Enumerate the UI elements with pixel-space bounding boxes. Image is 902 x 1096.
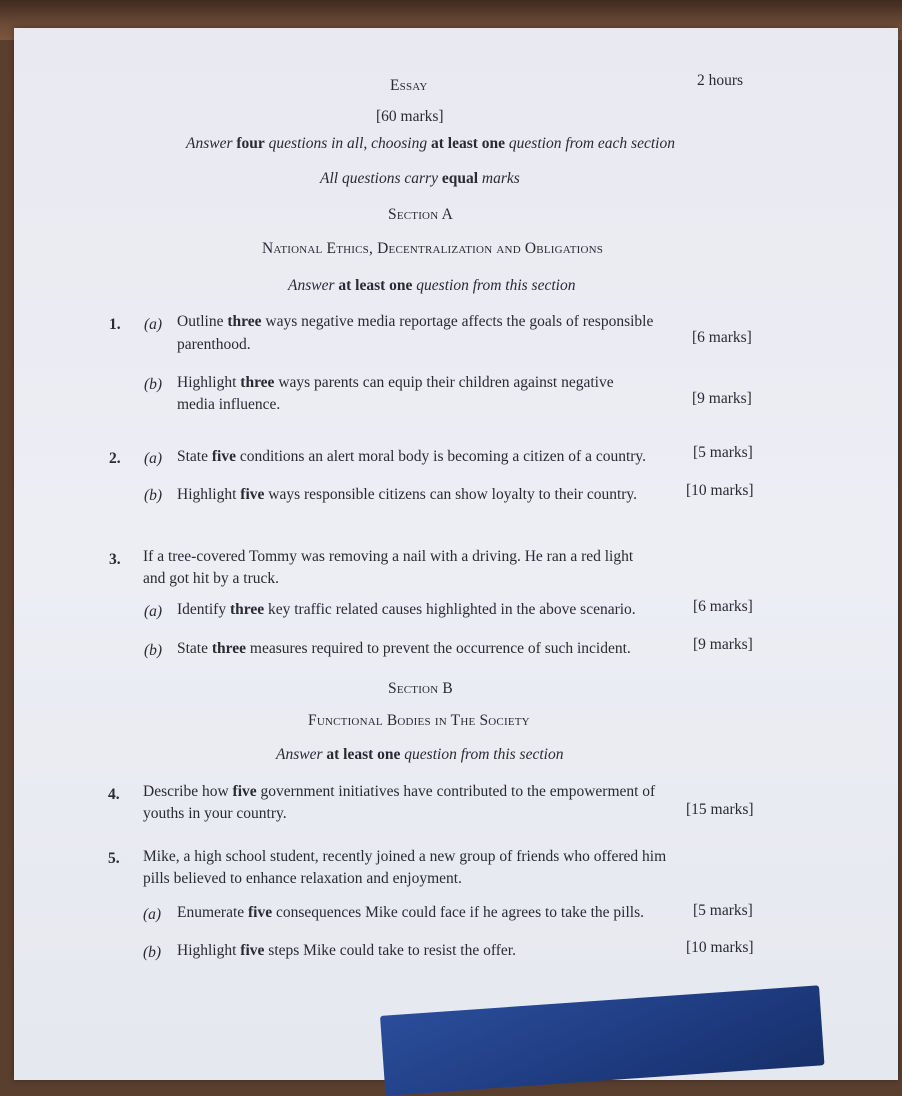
question-text: Enumerate five consequences Mike could face if he agrees to take the pills. (177, 904, 644, 921)
question-text: media influence. (177, 396, 281, 413)
section-a-instruction: Answer at least one question from this section (288, 277, 576, 294)
question-stem: pills believed to enhance relaxation and enjoyment. (143, 870, 462, 887)
section-b-label: Section B (388, 680, 453, 697)
question-number: 1. (109, 316, 121, 333)
section-a-title: National Ethics, Decentralization and Obligations (262, 240, 604, 257)
question-stem: Mike, a high school student, recently joined a new group of friends who offered him (143, 848, 667, 865)
sub-label: (a) (144, 316, 163, 333)
equal-marks-note: All questions carry equal marks (320, 170, 520, 187)
question-text: State three measures required to prevent the occurrence of such incident. (177, 640, 631, 657)
sub-label: (a) (144, 450, 163, 467)
question-number: 5. (108, 850, 120, 867)
question-text: State five conditions an alert moral body is becoming a citizen of a country. (177, 448, 647, 465)
section-b-instruction: Answer at least one question from this section (276, 746, 564, 763)
paper-title: Essay (390, 77, 428, 94)
duration: 2 hours (697, 72, 744, 89)
marks-label: [9 marks] (693, 636, 753, 653)
sub-label: (b) (144, 376, 163, 393)
question-number: 4. (108, 786, 120, 803)
marks-label: [15 marks] (686, 801, 754, 818)
marks-label: [10 marks] (686, 482, 754, 499)
sub-label: (a) (143, 906, 162, 923)
sub-label: (a) (144, 603, 163, 620)
total-marks: [60 marks] (376, 108, 444, 125)
sub-label: (b) (143, 944, 162, 961)
sub-label: (b) (144, 487, 163, 504)
question-text: Identify three key traffic related causes highlighted in the above scenario. (177, 601, 636, 618)
question-text: Describe how five government initiatives have contributed to the empowerment of (143, 783, 656, 800)
question-number: 3. (109, 551, 121, 568)
general-instruction: Answer four questions in all, choosing at least one question from each section (186, 135, 675, 152)
sub-label: (b) (144, 642, 163, 659)
marks-label: [5 marks] (693, 444, 753, 461)
marks-label: [6 marks] (692, 329, 752, 346)
question-number: 2. (109, 450, 121, 467)
question-stem: and got hit by a truck. (143, 570, 280, 587)
section-a-label: Section A (388, 206, 453, 223)
marks-label: [6 marks] (693, 598, 753, 615)
question-text: youths in your country. (143, 805, 287, 822)
question-text: Highlight three ways parents can equip their children against negative (177, 374, 614, 391)
marks-label: [5 marks] (693, 902, 753, 919)
marks-label: [10 marks] (686, 939, 754, 956)
section-b-title: Functional Bodies in The Society (308, 712, 530, 729)
question-text: parenthood. (177, 336, 251, 353)
question-stem: If a tree-covered Tommy was removing a nail with a driving. He ran a red light (143, 548, 634, 565)
question-text: Highlight five steps Mike could take to resist the offer. (177, 942, 516, 959)
marks-label: [9 marks] (692, 390, 752, 407)
question-text: Outline three ways negative media reportage affects the goals of responsible (177, 313, 654, 330)
question-text: Highlight five ways responsible citizens can show loyalty to their country. (177, 486, 638, 503)
